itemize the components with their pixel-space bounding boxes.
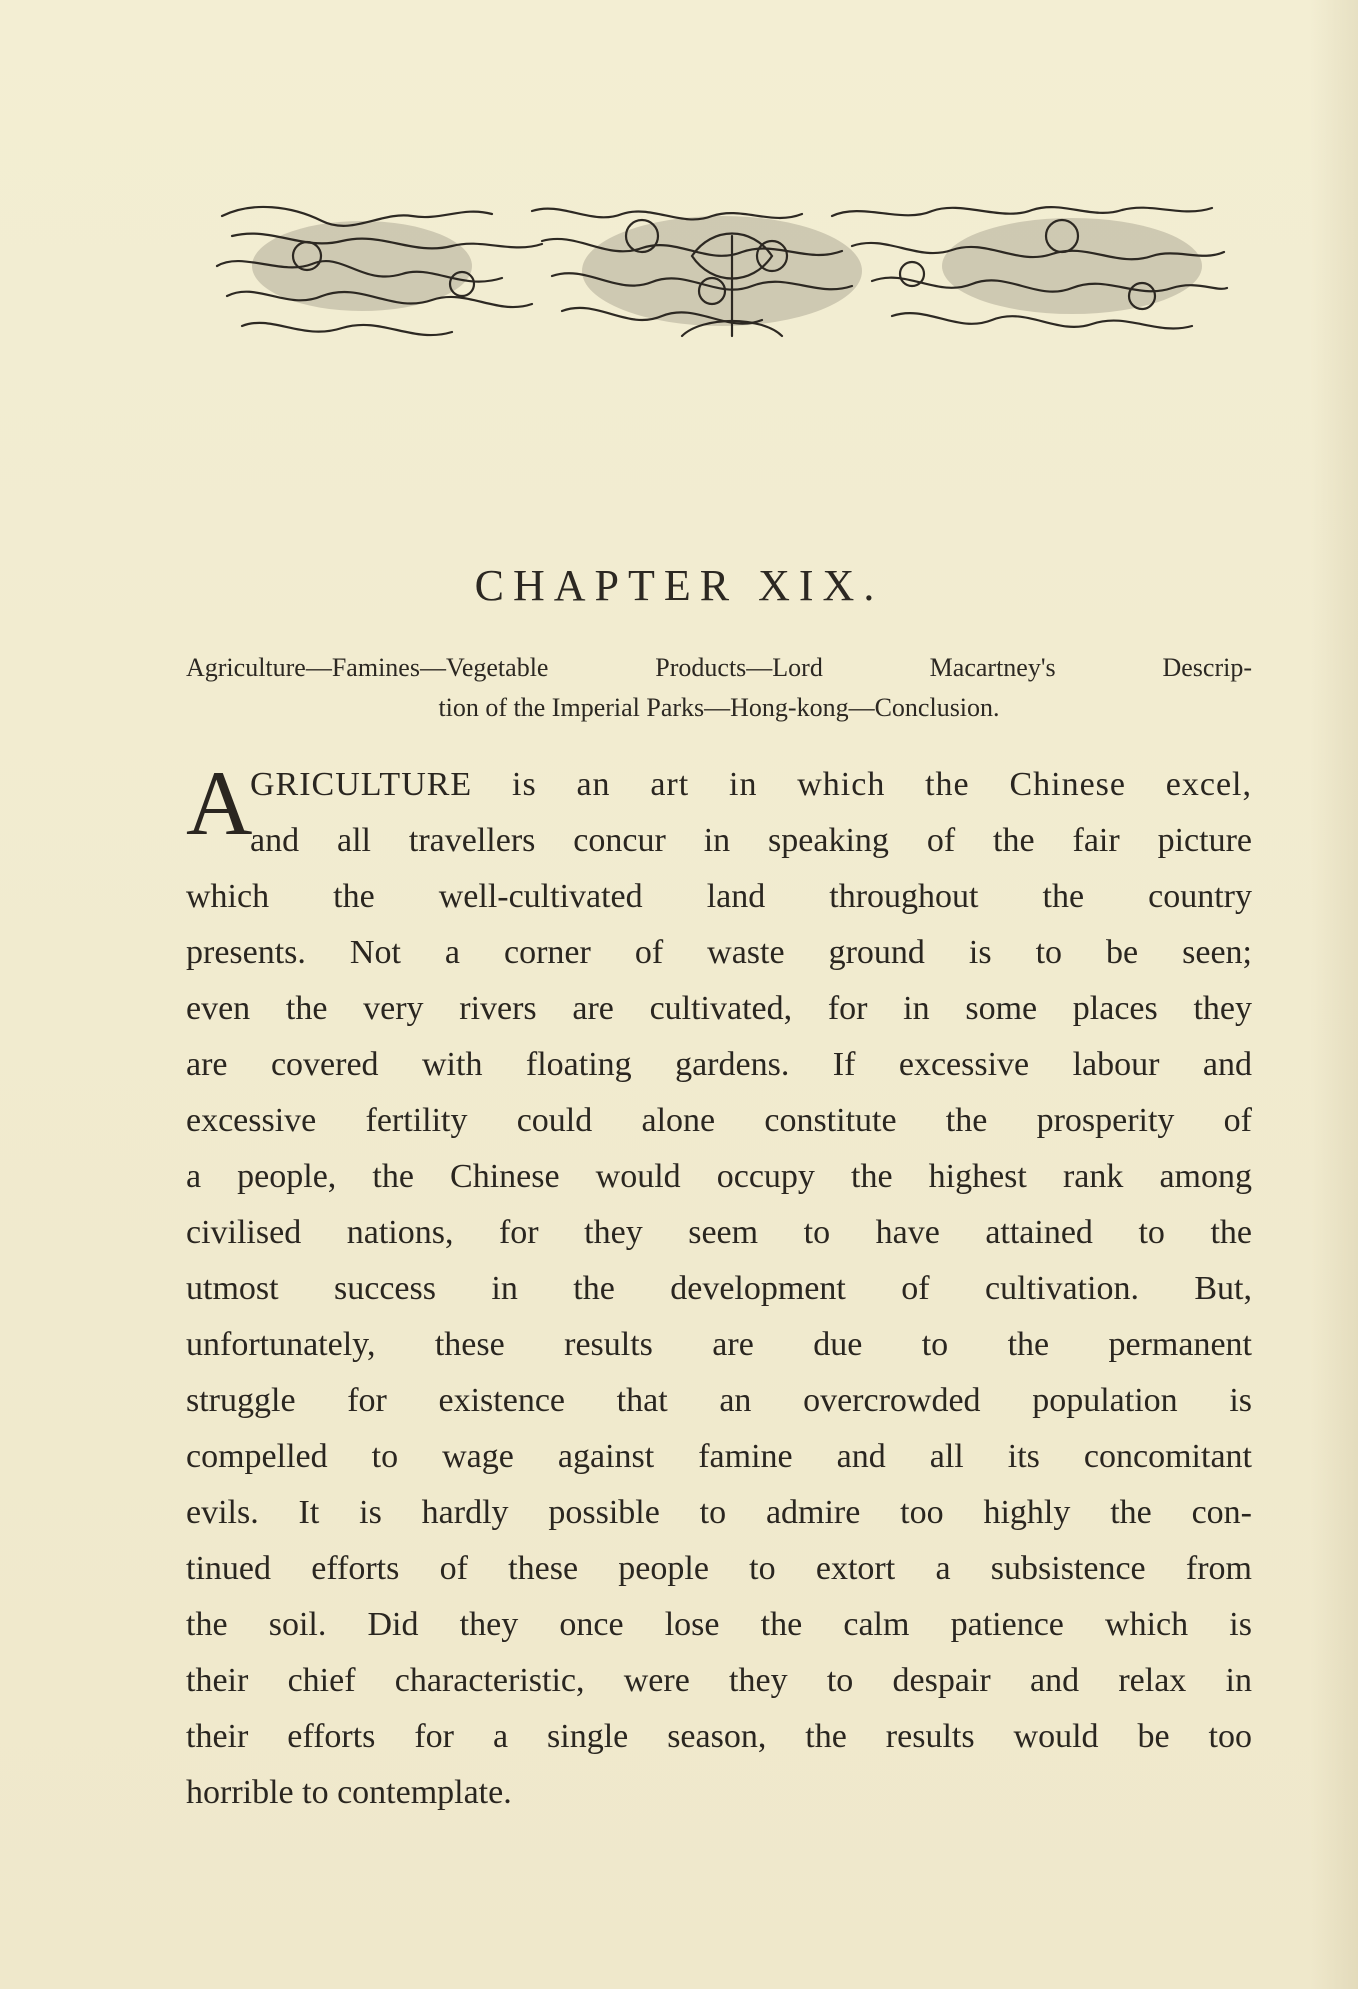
body-line: tinued efforts of these people to extort a subsistence from: [186, 1550, 1252, 1587]
drop-cap-letter: A: [186, 752, 253, 854]
body-line: struggle for existence that an overcrowded population is: [186, 1382, 1252, 1419]
body-line: even the very rivers are cultivated, for in some places they: [186, 990, 1252, 1027]
body-line: evils. It is hardly possible to admire too highly the con-: [186, 1494, 1252, 1531]
body-line: a people, the Chinese would occupy the highest rank among: [186, 1158, 1252, 1195]
body-line: horrible to contemplate.: [186, 1774, 512, 1811]
body-line: civilised nations, for they seem to have attained to the: [186, 1214, 1252, 1251]
chapter-body-text: [186, 752, 1252, 1821]
chapter-summary: [186, 648, 1252, 728]
body-line: utmost success in the development of cultivation. But,: [186, 1270, 1252, 1307]
body-line: excessive fertility could alone constitute the prosperity of: [186, 1102, 1252, 1139]
body-line: GRICULTURE is an art in which the Chinese excel,: [250, 766, 1252, 803]
chapter-summary-line-2: tion of the Imperial Parks—Hong-kong—Conclusion.: [438, 693, 1000, 722]
chapter-title: CHAPTER XIX.: [474, 561, 884, 610]
chapter-summary-line-1: Agriculture—Famines—Vegetable Products—Lord Macartney's Descrip-: [186, 653, 1252, 682]
body-line: are covered with floating gardens. If excessive labour and: [186, 1046, 1252, 1083]
body-line: which the well-cultivated land throughout the country: [186, 878, 1252, 915]
floral-ornament-headpiece: [212, 196, 1232, 358]
body-line: unfortunately, these results are due to the permanent: [186, 1326, 1252, 1363]
body-line: compelled to wage against famine and all its concomitant: [186, 1438, 1252, 1475]
body-line: the soil. Did they once lose the calm patience which is: [186, 1606, 1252, 1643]
body-line: presents. Not a corner of waste ground is to be seen;: [186, 934, 1252, 971]
body-line: their chief characteristic, were they to despair and relax in: [186, 1662, 1252, 1699]
body-line: and all travellers concur in speaking of the fair picture: [250, 822, 1252, 859]
body-line: their efforts for a single season, the results would be too: [186, 1718, 1252, 1755]
